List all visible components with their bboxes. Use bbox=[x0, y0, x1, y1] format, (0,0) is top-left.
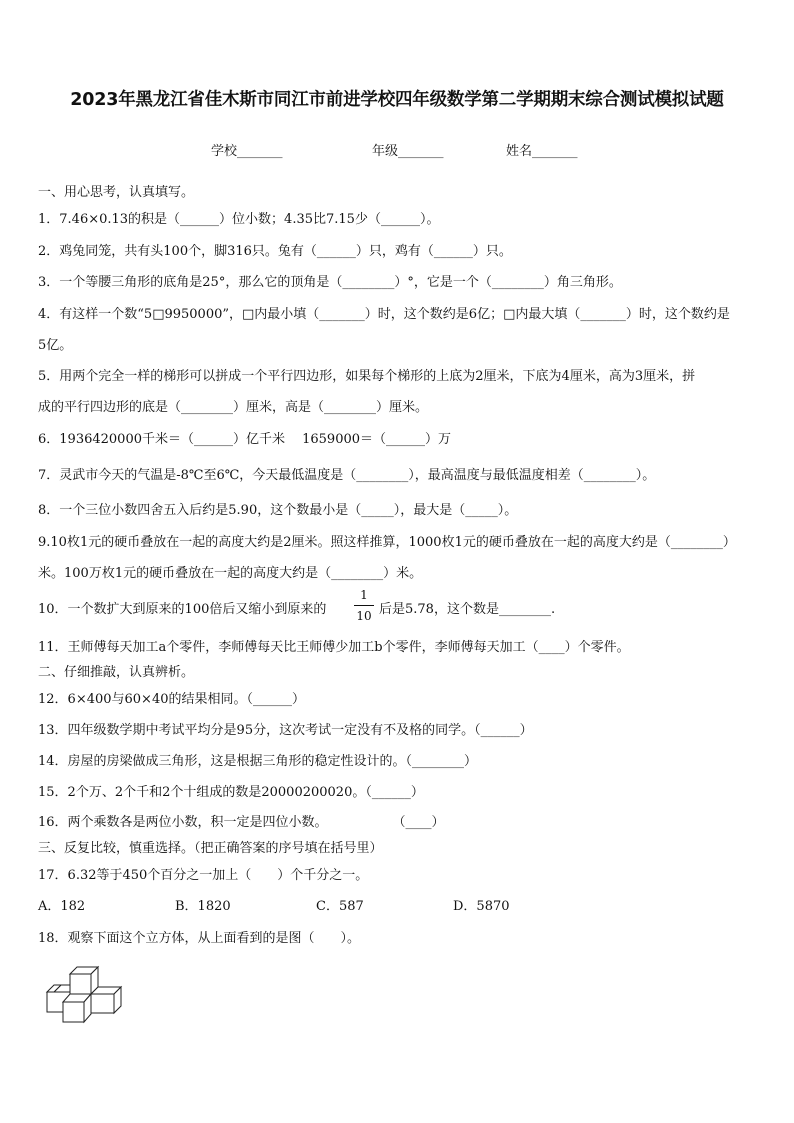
option-b: B．1820 bbox=[175, 899, 231, 914]
school-field[interactable]: 学校_______ bbox=[211, 144, 283, 159]
section-heading-1: 一、用心思考，认真填写。 bbox=[38, 185, 195, 200]
question-2: 2．鸡兔同笼，共有头100个，脚316只。兔有（______）只，鸡有（______）只。 bbox=[38, 244, 512, 259]
question-5-line-2: 成的平行四边形的底是（________）厘米，高是（________）厘米。 bbox=[38, 400, 429, 415]
question-12: 12．6×400与60×40的结果相同。（______） bbox=[38, 692, 305, 707]
fraction-numerator: 1 bbox=[360, 588, 368, 602]
question-7: 7．灵武市今天的气温是-8℃至6℃，今天最低温度是（________），最高温度与最低温度相差（________）。 bbox=[38, 468, 656, 483]
question-10-tail: 后是5.78，这个数是________. bbox=[379, 602, 556, 617]
question-15: 15．2个万、2个千和2个十组成的数是20000200020。（______） bbox=[38, 785, 424, 800]
question-10-text: 10．一个数扩大到原来的100倍后又缩小到原来的 bbox=[38, 602, 327, 617]
section-heading-2: 二、仔细推敲，认真辨析。 bbox=[38, 665, 195, 680]
fraction-one-tenth bbox=[352, 588, 376, 623]
fraction-bar bbox=[354, 605, 374, 606]
question-9-line-1: 9.10枚1元的硬币叠放在一起的高度大约是2厘米。照这样推算，1000枚1元的硬币叠放在一起的高度大约是（________） bbox=[38, 535, 736, 550]
question-13: 13．四年级数学期中考试平均分是95分，这次考试一定没有不及格的同学。（______） bbox=[38, 723, 533, 738]
question-14: 14．房屋的房梁做成三角形，这是根据三角形的稳定性设计的。（________） bbox=[38, 754, 478, 769]
cube-stack-figure bbox=[44, 963, 126, 1025]
question-6: 6．1936420000千米＝（______）亿千米 1659000＝（______）万 bbox=[38, 432, 452, 447]
page-title: 2023年黑龙江省佳木斯市同江市前进学校四年级数学第二学期期末综合测试模拟试题 bbox=[70, 90, 724, 110]
section-heading-3: 三、反复比较，慎重选择。（把正确答案的序号填在括号里） bbox=[38, 841, 383, 856]
question-3: 3．一个等腰三角形的底角是25°，那么它的顶角是（________）°，它是一个（________）角三角形。 bbox=[38, 275, 622, 290]
question-1: 1．7.46×0.13的积是（______）位小数；4.35比7.15少（______）。 bbox=[38, 212, 440, 227]
question-9-line-2: 米。100万枚1元的硬币叠放在一起的高度大约是（________）米。 bbox=[38, 566, 423, 581]
question-17: 17．6.32等于450个百分之一加上（ ）个千分之一。 bbox=[38, 868, 369, 883]
question-4-line-1: 4．有这样一个数“5□9950000”，□内最小填（_______）时，这个数约是6亿；□内最大填（_______）时，这个数约是 bbox=[38, 307, 730, 322]
question-4-line-2: 5亿。 bbox=[38, 338, 73, 353]
question-16: 16．两个乘数各是两位小数，积一定是四位小数。 （____） bbox=[38, 815, 445, 830]
grade-field[interactable]: 年级_______ bbox=[372, 144, 444, 159]
option-d: D．5870 bbox=[453, 899, 510, 914]
option-a: A．182 bbox=[38, 899, 86, 914]
question-5-line-1: 5．用两个完全一样的梯形可以拼成一个平行四边形，如果每个梯形的上底为2厘米，下底为4厘米，高为3厘米，拼 bbox=[38, 369, 696, 384]
question-8: 8．一个三位小数四舍五入后约是5.90，这个数最小是（_____），最大是（_____）。 bbox=[38, 503, 518, 518]
option-c: C．587 bbox=[316, 899, 364, 914]
question-18: 18．观察下面这个立方体，从上面看到的是图（ ）。 bbox=[38, 931, 361, 946]
question-10 bbox=[38, 598, 326, 617]
question-11: 11．王师傅每天加工a个零件，李师傅每天比王师傅少加工b个零件，李师傅每天加工（____）个零件。 bbox=[38, 640, 630, 655]
name-field[interactable]: 姓名_______ bbox=[506, 144, 578, 159]
fraction-denominator: 10 bbox=[356, 609, 372, 623]
